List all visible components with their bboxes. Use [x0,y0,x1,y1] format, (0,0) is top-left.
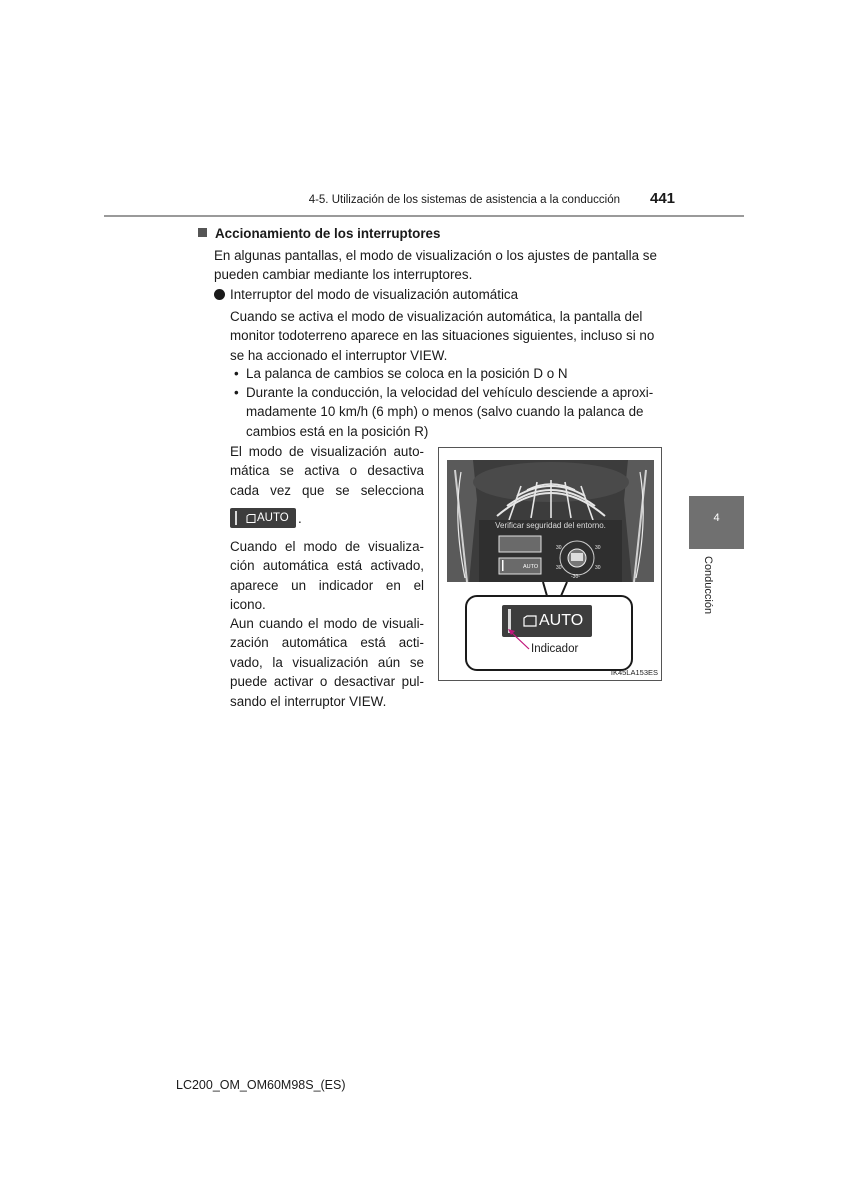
intro-paragraph: En algunas pantallas, el modo de visualización o los ajustes de pantalla se pueden cambiar mediante los interruptores. [214,248,657,283]
square-bullet-icon [198,228,207,237]
gauge-tick: 30 [556,545,562,551]
indicator-label: Indicador [531,643,579,655]
dot-icon: • [234,366,239,381]
indicator-callout [465,595,633,671]
gauge-tick: 30 [595,545,601,551]
bullet-title: Interruptor del modo de visualización automática [214,285,518,304]
gauge-tick: -30- [571,574,580,580]
gauge-tick: 30 [556,565,562,571]
round-bullet-icon [214,289,225,300]
page-number: 441 [650,190,676,207]
camera-view-icon [246,514,256,523]
sub-bullet-2: • Durante la conducción, la velocidad del vehículo desciende a aproxi- madamente 10 km/h (6 mph) o menos (salvo cuando la palanca de cambios está en la posición R) [234,385,654,439]
column-paragraph-1: El modo de visualización auto- mática se activa o desactiva cada vez que se selecciona [230,444,424,498]
mini-auto-label: AUTO [523,564,539,570]
dot-icon: • [234,385,239,400]
chapter-number: 4 [713,512,720,524]
gauge-tick: 30 [595,565,601,571]
running-header: 4-5. Utilización de los sistemas de asistencia a la conducción [308,194,620,206]
header-rule [104,215,744,217]
indicator-arrow [467,597,631,669]
figure-code: IK45LA153ES [610,668,658,677]
chapter-tab [689,496,744,549]
indicator-bar [235,511,237,525]
column-paragraph-3: Aun cuando el modo de visuali- zación automática está acti- vado, la visualización aún se puede activar o desactivar pul- sando el interruptor VIEW. [230,616,424,709]
chapter-label: Conducción [702,556,714,615]
auto-switch-icon: AUTO [230,508,296,528]
column-paragraph-2: Cuando el modo de visualiza- ción automática está activado, aparece un indicador en el icono. [230,539,424,613]
auto-switch-enlarged: AUTO [502,605,592,637]
screen-warning-message: Verificar seguridad del entorno. [495,521,606,530]
section-heading: Accionamiento de los interruptores [198,224,440,243]
period: . [298,511,302,526]
auto-mode-paragraph: Cuando se activa el modo de visualización automática, la pantalla del monitor todoterreno aparece en las situaciones siguientes, incluso si no se ha accionado el interruptor VIEW. [230,309,655,363]
document-code: LC200_OM_OM60M98S_(ES) [176,1078,346,1092]
sub-bullet-1: • La palanca de cambios se coloca en la posición D o N [234,364,568,383]
monitor-figure [438,447,662,681]
